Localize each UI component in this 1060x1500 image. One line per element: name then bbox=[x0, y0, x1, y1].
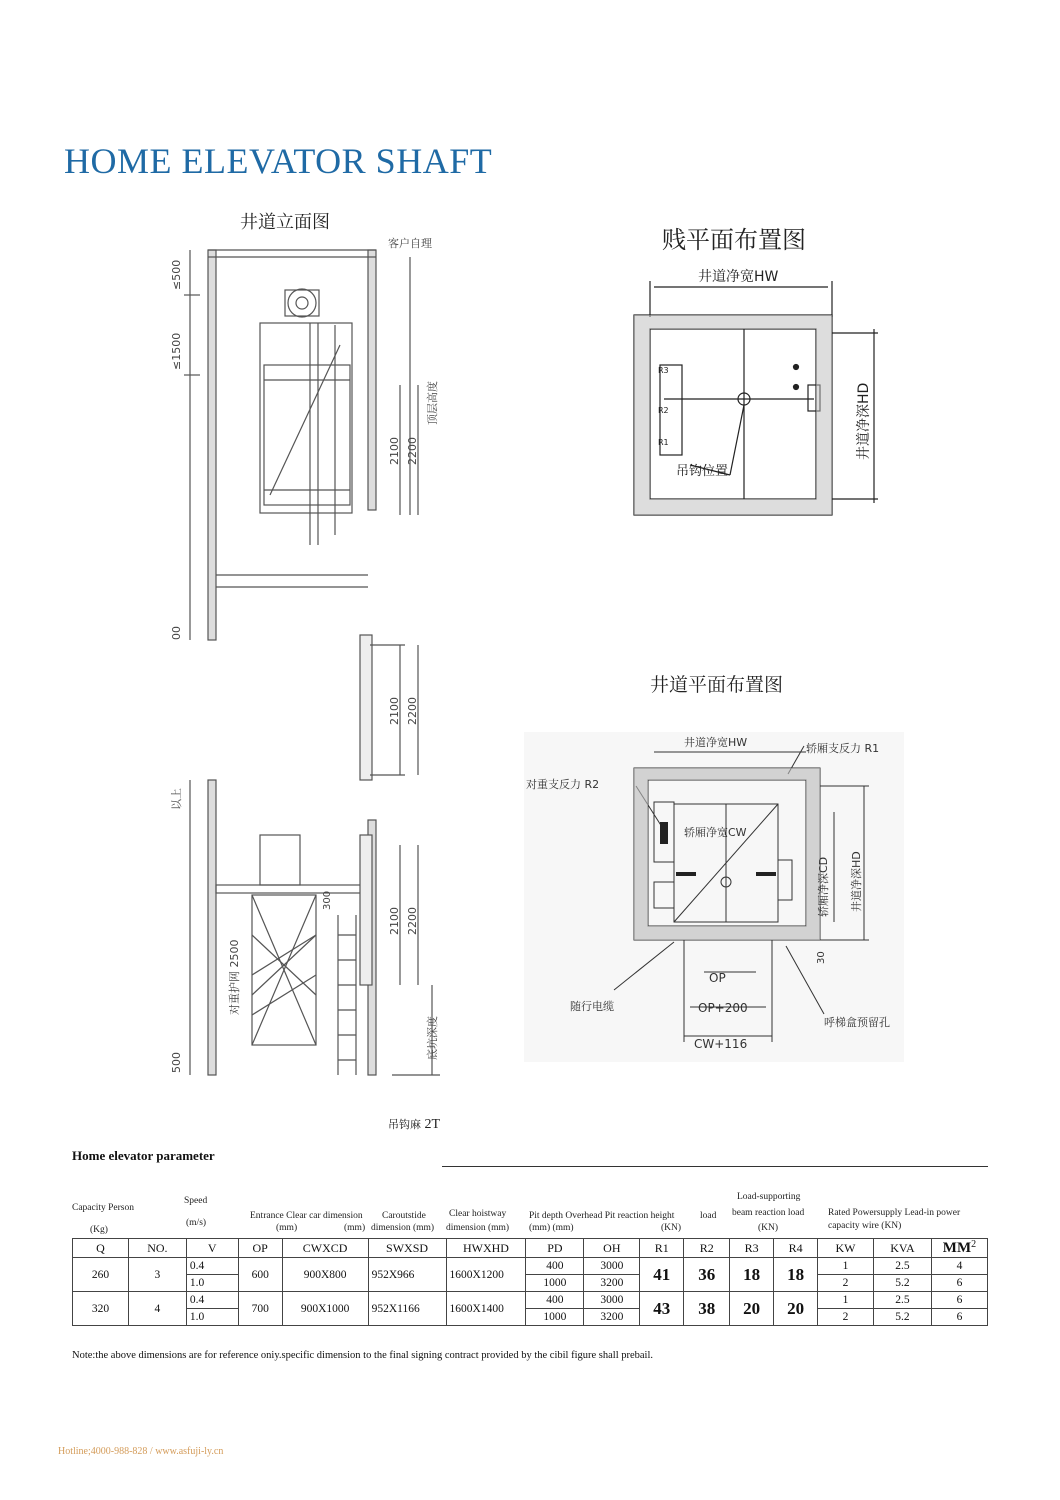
shaft-plan-drawing bbox=[524, 732, 904, 1062]
cell-kva: 2.5 bbox=[873, 1292, 931, 1309]
hdr-rated: Rated Powersupply Lead-in power bbox=[828, 1208, 961, 1218]
cell-kva: 5.2 bbox=[873, 1309, 931, 1326]
shaft-plan-cd: 轿厢净深CD bbox=[817, 856, 830, 917]
hdr-pit2: (mm) (mm) bbox=[529, 1223, 574, 1233]
elev-2100b: 2100 bbox=[388, 697, 401, 725]
footer-hotline: Hotline;4000-988-828 / www.asfuji-ly.cn bbox=[58, 1446, 224, 1457]
cell-mm2: 6 bbox=[931, 1292, 987, 1309]
elev-2200c: 2200 bbox=[406, 907, 419, 935]
cell-r4: 18 bbox=[774, 1258, 818, 1292]
params-rule bbox=[442, 1166, 988, 1167]
table-row bbox=[73, 1258, 988, 1275]
car-plan-r3: R3 bbox=[658, 366, 669, 375]
elev-500: 500 bbox=[170, 1052, 183, 1073]
col-q: Q bbox=[73, 1239, 129, 1258]
page-title: HOME ELEVATOR SHAFT bbox=[64, 141, 493, 181]
cell-oh: 3200 bbox=[584, 1275, 640, 1292]
col-cwxcd: CWXCD bbox=[282, 1239, 368, 1258]
cell-r2: 38 bbox=[684, 1292, 730, 1326]
hdr-rated2: capacity wire (KN) bbox=[828, 1221, 902, 1231]
cell-r3: 20 bbox=[730, 1292, 774, 1326]
col-swxsd: SWXSD bbox=[368, 1239, 446, 1258]
cell-kva: 2.5 bbox=[873, 1258, 931, 1275]
col-no: NO. bbox=[128, 1239, 186, 1258]
table-row bbox=[73, 1309, 988, 1326]
elev-300: 300 bbox=[322, 890, 333, 910]
elev-cw-guard: 对重护网 2500 bbox=[228, 939, 241, 1015]
shaft-plan-cable: 随行电缆 bbox=[570, 1000, 614, 1013]
cell-pd: 1000 bbox=[526, 1275, 584, 1292]
hdr-ms: (m/s) bbox=[186, 1218, 207, 1228]
hdr-lsb2: beam reaction load bbox=[732, 1208, 805, 1218]
elev-2200b: 2200 bbox=[406, 697, 419, 725]
shaft-plan-callbox: 呼梯盒预留孔 bbox=[824, 1016, 890, 1029]
car-plan-caption: 贱平面布置图 bbox=[662, 226, 806, 254]
hdr-kg: (Kg) bbox=[90, 1225, 108, 1235]
shaft-plan-hd: 井道净深HD bbox=[850, 851, 863, 912]
elev-dim-top: ≤500 bbox=[170, 259, 183, 290]
cell-mm2: 4 bbox=[931, 1258, 987, 1275]
cell-v: 0.4 bbox=[186, 1292, 238, 1309]
cell-kw: 1 bbox=[818, 1258, 874, 1275]
cell-oh: 3000 bbox=[584, 1292, 640, 1309]
col-kw: KW bbox=[818, 1239, 874, 1258]
cell-cwxcd: 900X800 bbox=[282, 1258, 368, 1292]
cell-kw: 1 bbox=[818, 1292, 874, 1309]
shaft-plan-op200: OP+200 bbox=[698, 1001, 748, 1015]
car-plan-hw: 井道净宽HW bbox=[698, 269, 779, 285]
shaft-plan-op: OP bbox=[709, 971, 726, 985]
col-oh: OH bbox=[584, 1239, 640, 1258]
footnote: Note:the above dimensions are for reference oniy.specific dimension to the final signing contract provided by the cibil figure shall prebail. bbox=[72, 1350, 654, 1361]
cell-op: 600 bbox=[238, 1258, 282, 1292]
hdr-entrance: Entrance Clear car dimension bbox=[250, 1211, 363, 1221]
cell-v: 1.0 bbox=[186, 1275, 238, 1292]
hdr-kn: (KN) bbox=[661, 1223, 682, 1233]
cell-op: 700 bbox=[238, 1292, 282, 1326]
cell-v: 0.4 bbox=[186, 1258, 238, 1275]
cell-pd: 1000 bbox=[526, 1309, 584, 1326]
shaft-elevation-drawing bbox=[160, 235, 460, 1080]
cell-r1: 41 bbox=[640, 1258, 684, 1292]
cell-q: 320 bbox=[73, 1292, 129, 1326]
hdr-hoistway2: dimension (mm) bbox=[446, 1223, 510, 1233]
car-plan-drawing bbox=[620, 255, 890, 525]
cell-q: 260 bbox=[73, 1258, 129, 1292]
col-pd: PD bbox=[526, 1239, 584, 1258]
car-plan-hd: 井道净深HD bbox=[856, 382, 872, 460]
cell-r4: 20 bbox=[774, 1292, 818, 1326]
cell-r3: 18 bbox=[730, 1258, 774, 1292]
col-r3: R3 bbox=[730, 1239, 774, 1258]
car-plan-r1: R1 bbox=[658, 438, 669, 447]
cell-hwxhd: 1600X1400 bbox=[446, 1292, 526, 1326]
cell-swxsd: 952X1166 bbox=[368, 1292, 446, 1326]
col-op: OP bbox=[238, 1239, 282, 1258]
cell-pd: 400 bbox=[526, 1258, 584, 1275]
elev-00: 00 bbox=[170, 626, 183, 640]
hoist-prefix: 吊钩麻 bbox=[388, 1118, 421, 1131]
elevation-caption: 井道立面图 bbox=[240, 212, 330, 233]
hdr-mm2: (mm) bbox=[344, 1223, 366, 1233]
col-hwxhd: HWXHD bbox=[446, 1239, 526, 1258]
cell-kva: 5.2 bbox=[873, 1275, 931, 1292]
elev-dim-1500: ≤1500 bbox=[170, 332, 183, 370]
hdr-pit: Pit depth Overhead Pit reaction height bbox=[529, 1211, 675, 1221]
table-row bbox=[73, 1292, 988, 1309]
shaft-plan-caption: 井道平面布置图 bbox=[650, 674, 784, 696]
cell-mm2: 6 bbox=[931, 1309, 987, 1326]
hdr-caroutside: Caroutstide bbox=[382, 1211, 426, 1221]
cell-swxsd: 952X966 bbox=[368, 1258, 446, 1292]
car-plan-hook: 吊钩位置 bbox=[676, 464, 729, 479]
elev-2100a: 2100 bbox=[388, 437, 401, 465]
mm2-label: MM bbox=[942, 1240, 972, 1256]
shaft-plan-r2: 对重支反力 R2 bbox=[526, 778, 600, 791]
hdr-caroutside2: dimension (mm) bbox=[371, 1223, 435, 1233]
col-mm2 bbox=[931, 1239, 987, 1258]
shaft-plan-30: 30 bbox=[816, 951, 827, 964]
car-plan-r2: R2 bbox=[658, 406, 669, 415]
hdr-lsb3: (KN) bbox=[758, 1223, 779, 1233]
cell-no: 3 bbox=[128, 1258, 186, 1292]
cell-no: 4 bbox=[128, 1292, 186, 1326]
hoist-caption bbox=[388, 1116, 440, 1133]
cell-kw: 2 bbox=[818, 1275, 874, 1292]
cell-hwxhd: 1600X1200 bbox=[446, 1258, 526, 1292]
col-r2: R2 bbox=[684, 1239, 730, 1258]
col-r4: R4 bbox=[774, 1239, 818, 1258]
hdr-load: load bbox=[700, 1211, 717, 1221]
shaft-plan-hw: 井道净宽HW bbox=[684, 736, 748, 749]
hdr-capacity: Capacity Person bbox=[72, 1203, 135, 1213]
cell-oh: 3000 bbox=[584, 1258, 640, 1275]
shaft-plan-cw116: CW+116 bbox=[694, 1037, 748, 1051]
cell-v: 1.0 bbox=[186, 1309, 238, 1326]
col-kva: KVA bbox=[873, 1239, 931, 1258]
shaft-plan-cw: 轿厢净宽CW bbox=[684, 826, 747, 839]
table-header-row bbox=[73, 1239, 988, 1258]
table-row bbox=[73, 1275, 988, 1292]
params-table bbox=[72, 1238, 988, 1326]
hdr-lsb1: Load-supporting bbox=[737, 1192, 801, 1202]
cell-r1: 43 bbox=[640, 1292, 684, 1326]
params-title: Home elevator parameter bbox=[72, 1148, 215, 1163]
elev-above: 以上 bbox=[170, 788, 183, 810]
hoist-value: 2T bbox=[424, 1117, 441, 1132]
elev-pit: 底坑深度 bbox=[426, 1016, 439, 1060]
cell-pd: 400 bbox=[526, 1292, 584, 1309]
col-r1: R1 bbox=[640, 1239, 684, 1258]
hdr-mm1: (mm) bbox=[276, 1223, 298, 1233]
elev-2200a: 2200 bbox=[406, 437, 419, 465]
elev-top-floor: 顶层高度 bbox=[426, 381, 439, 425]
cell-oh: 3200 bbox=[584, 1309, 640, 1326]
cell-r2: 36 bbox=[684, 1258, 730, 1292]
hdr-hoistway: Clear hoistway bbox=[449, 1209, 507, 1219]
elev-2100c: 2100 bbox=[388, 907, 401, 935]
col-v: V bbox=[186, 1239, 238, 1258]
cell-cwxcd: 900X1000 bbox=[282, 1292, 368, 1326]
elev-customer: 客户自理 bbox=[388, 237, 432, 250]
shaft-plan-r1: 轿厢支反力 R1 bbox=[806, 742, 880, 755]
hdr-speed: Speed bbox=[184, 1196, 208, 1206]
mm2-sup: 2 bbox=[971, 1239, 977, 1250]
cell-kw: 2 bbox=[818, 1309, 874, 1326]
cell-mm2: 6 bbox=[931, 1275, 987, 1292]
